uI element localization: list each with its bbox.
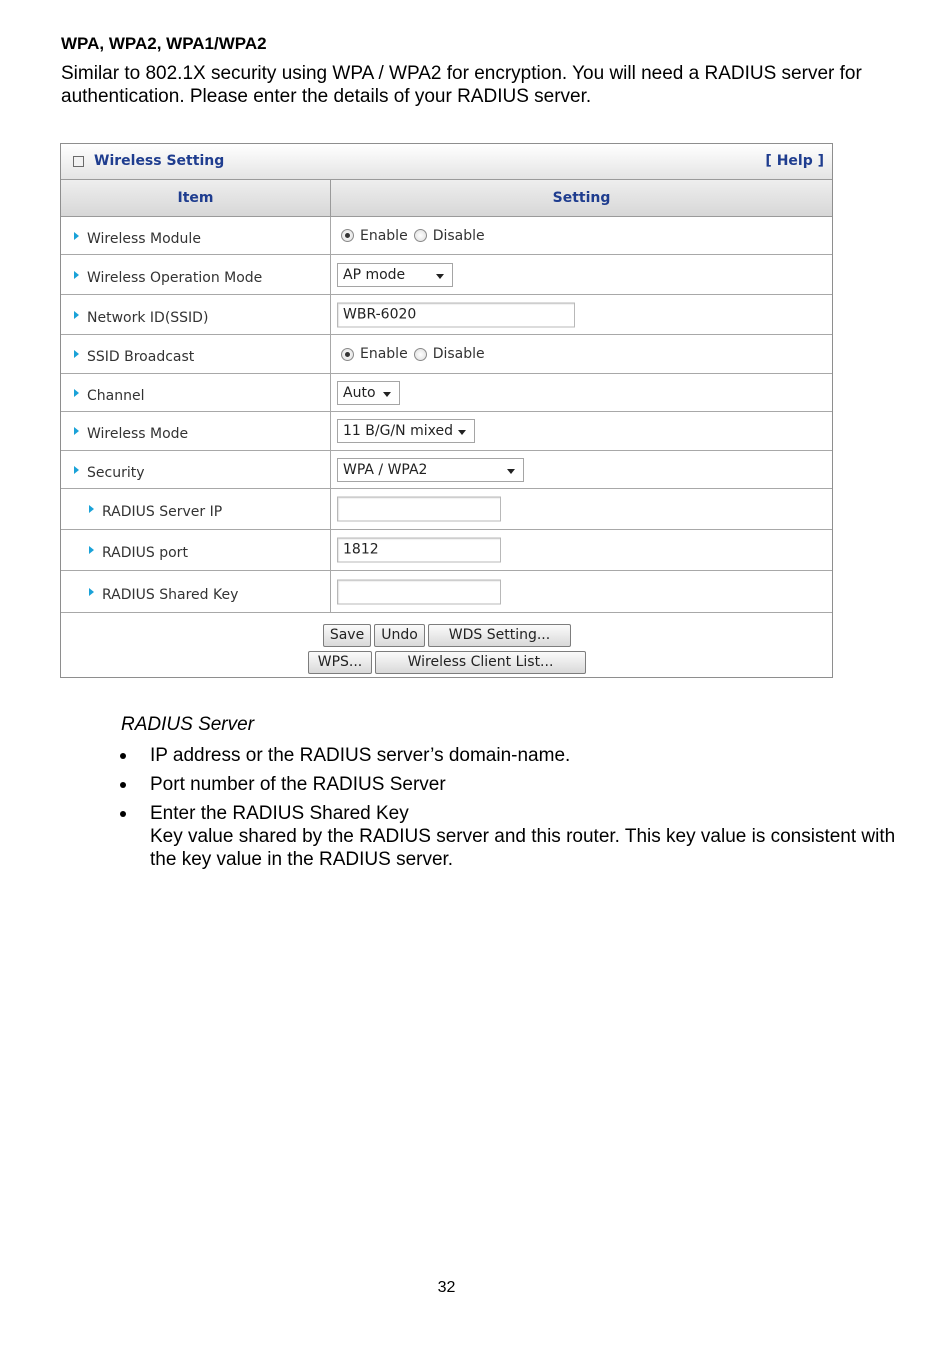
list-item: Enter the RADIUS Shared Key Key value shared by the RADIUS server and this router. This key value is consistent with the key value in the RADIUS server. (116, 802, 906, 871)
column-header-item: Item (61, 180, 331, 216)
wireless-client-list-button[interactable]: Wireless Client List... (375, 651, 586, 674)
row-operation-mode (61, 255, 832, 295)
radio-label-disable: Disable (432, 346, 485, 362)
row-ssid (61, 295, 832, 335)
section-heading: WPA, WPA2, WPA1/WPA2 (61, 34, 267, 53)
arrow-right-icon (74, 389, 79, 397)
dropdown-arrow-icon (458, 430, 466, 435)
ssid-broadcast-enable-radio[interactable] (341, 348, 354, 361)
channel-select[interactable]: Auto (337, 381, 400, 405)
help-link[interactable]: [ Help ] (765, 153, 824, 169)
bullet-icon (120, 782, 126, 788)
row-radius-shared-key (61, 571, 832, 613)
table-header (61, 180, 832, 217)
ssid-input[interactable]: WBR-6020 (337, 302, 575, 327)
wireless-module-enable-radio[interactable] (341, 229, 354, 242)
dropdown-arrow-icon (436, 274, 444, 279)
wps-button[interactable]: WPS... (308, 651, 372, 674)
square-icon (73, 156, 84, 167)
security-select[interactable]: WPA / WPA2 (337, 458, 524, 482)
arrow-right-icon (89, 505, 94, 513)
radius-shared-key-input[interactable] (337, 579, 501, 604)
ssid-broadcast-radio-group (341, 346, 491, 362)
row-label: Channel (87, 387, 145, 404)
bullet-detail: Key value shared by the RADIUS server and this router. This key value is consistent with the key value in the RADIUS server. (150, 826, 896, 870)
ssid-broadcast-disable-radio[interactable] (414, 348, 427, 361)
intro-paragraph: Similar to 802.1X security using WPA / WPA2 for encryption. You will need a RADIUS server for authentication. Please enter the details of your RADIUS server. (61, 63, 862, 107)
radio-label-enable: Enable (360, 227, 408, 244)
wireless-module-disable-radio[interactable] (414, 229, 427, 242)
list-item: IP address or the RADIUS server’s domain-name. (116, 744, 906, 767)
radius-server-title: RADIUS Server (121, 714, 255, 735)
button-bar (61, 613, 832, 688)
row-radius-server-ip (61, 489, 832, 530)
radius-port-input[interactable]: 1812 (337, 538, 501, 563)
radius-server-ip-input[interactable] (337, 497, 501, 522)
undo-button[interactable]: Undo (374, 624, 425, 647)
row-radius-port (61, 530, 832, 571)
bullet-icon (120, 811, 126, 817)
radio-label-enable: Enable (360, 346, 408, 362)
radio-label-disable: Disable (432, 227, 485, 244)
row-wireless-module (61, 217, 832, 255)
row-label: Wireless Operation Mode (87, 269, 263, 286)
operation-mode-select[interactable]: AP mode (337, 263, 453, 287)
row-label: Wireless Mode (87, 426, 189, 442)
arrow-right-icon (89, 546, 94, 554)
list-item: Port number of the RADIUS Server (116, 773, 906, 796)
row-security (61, 451, 832, 489)
dropdown-arrow-icon (383, 392, 391, 397)
panel-title-bar (61, 144, 832, 180)
row-channel (61, 374, 832, 412)
arrow-right-icon (74, 271, 79, 279)
column-header-setting: Setting (552, 190, 611, 206)
save-button[interactable]: Save (323, 624, 371, 647)
row-label: Wireless Module (87, 230, 201, 247)
page-number: 32 (437, 1279, 456, 1296)
arrow-right-icon (74, 427, 79, 435)
row-label: Security (87, 464, 145, 481)
row-wireless-mode (61, 412, 832, 451)
arrow-right-icon (74, 232, 79, 240)
row-label: RADIUS Server IP (102, 504, 223, 520)
wds-setting-button[interactable]: WDS Setting... (428, 624, 571, 647)
bullet-icon (120, 753, 126, 759)
arrow-right-icon (74, 466, 79, 474)
radius-bullet-list (116, 744, 906, 877)
wireless-module-radio-group (341, 228, 491, 244)
wireless-setting-panel (60, 143, 833, 678)
row-ssid-broadcast (61, 335, 832, 374)
row-label: SSID Broadcast (87, 349, 195, 365)
row-label: Network ID(SSID) (87, 309, 209, 326)
arrow-right-icon (74, 311, 79, 319)
row-label: RADIUS port (102, 545, 188, 561)
row-label: RADIUS Shared Key (102, 586, 239, 603)
panel-title: Wireless Setting (94, 153, 225, 169)
wireless-mode-select[interactable]: 11 B/G/N mixed (337, 419, 475, 443)
arrow-right-icon (89, 588, 94, 596)
dropdown-arrow-icon (507, 469, 515, 474)
arrow-right-icon (74, 350, 79, 358)
